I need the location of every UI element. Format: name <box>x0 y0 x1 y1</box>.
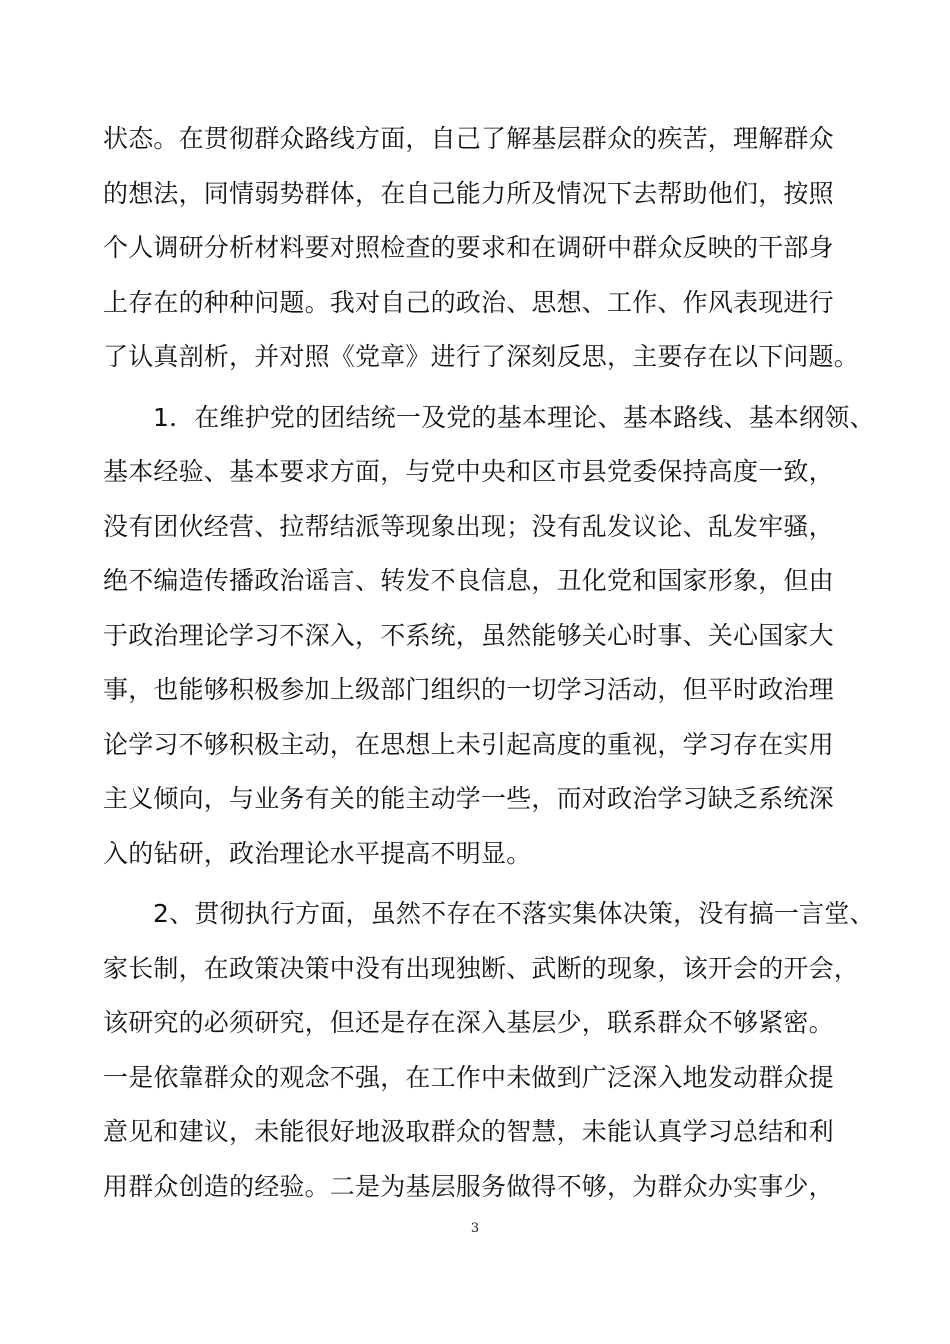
text-line: 绝不编造传播政治谣言、转发不良信息，丑化党和国家形象，但由 <box>103 566 834 595</box>
text-line: 于政治理论学习不深入，不系统，虽然能够关心时事、关心国家大 <box>103 620 834 650</box>
paragraph-2 <box>103 391 875 882</box>
text-line: 主义倾向，与业务有关的能主动学一些，而对政治学习缺乏系统深 <box>103 784 834 813</box>
body-text <box>103 112 875 1214</box>
text-line: 了认真剖析，并对照《党章》进行了深刻反思，主要存在以下问题。 <box>103 342 860 371</box>
text-line: 该研究的必须研究，但还是存在深入基层少，联系群众不够紧密。 <box>103 1008 834 1037</box>
paragraph-1 <box>103 112 860 385</box>
text-line: 2、贯彻执行方面，虽然不存在不落实集体决策，没有搞一言堂、 <box>153 899 875 928</box>
text-line: 1．在维护党的团结统一及党的基本理论、基本路线、基本纲领、 <box>153 402 875 432</box>
text-line: 论学习不够积极主动，在思想上未引起高度的重视，学习存在实用 <box>103 729 834 759</box>
text-line: 个人调研分析材料要对照检查的要求和在调研中群众反映的干部身 <box>103 233 834 262</box>
text-line: 入的钻研，政治理论水平提高不明显。 <box>103 838 532 868</box>
text-line: 用群众创造的经验。二是为基层服务做得不够，为群众办实事少， <box>103 1171 834 1201</box>
text-line: 没有团伙经营、拉帮结派等现象出现；没有乱发议论、乱发牢骚， <box>103 511 834 541</box>
text-line: 的想法，同情弱势群体，在自己能力所及情况下去帮助他们，按照 <box>103 178 834 208</box>
paragraph-3 <box>103 887 875 1214</box>
page-number: 3 <box>470 1221 480 1236</box>
text-line: 事，也能够积极参加上级部门组织的一切学习活动，但平时政治理 <box>103 675 834 704</box>
text-line: 状态。在贯彻群众路线方面，自己了解基层群众的疾苦，理解群众 <box>103 124 834 153</box>
text-line: 家长制，在政策决策中没有出现独断、武断的现象，该开会的开会， <box>103 953 860 983</box>
text-line: 基本经验、基本要求方面，与党中央和区市县党委保持高度一致， <box>103 457 834 486</box>
text-line: 一是依靠群众的观念不强，在工作中未做到广泛深入地发动群众提 <box>103 1062 834 1092</box>
text-line: 意见和建议，未能很好地汲取群众的智慧，未能认真学习总结和利 <box>103 1117 834 1146</box>
text-line: 上存在的种种问题。我对自己的政治、思想、工作、作风表现进行 <box>103 287 834 317</box>
